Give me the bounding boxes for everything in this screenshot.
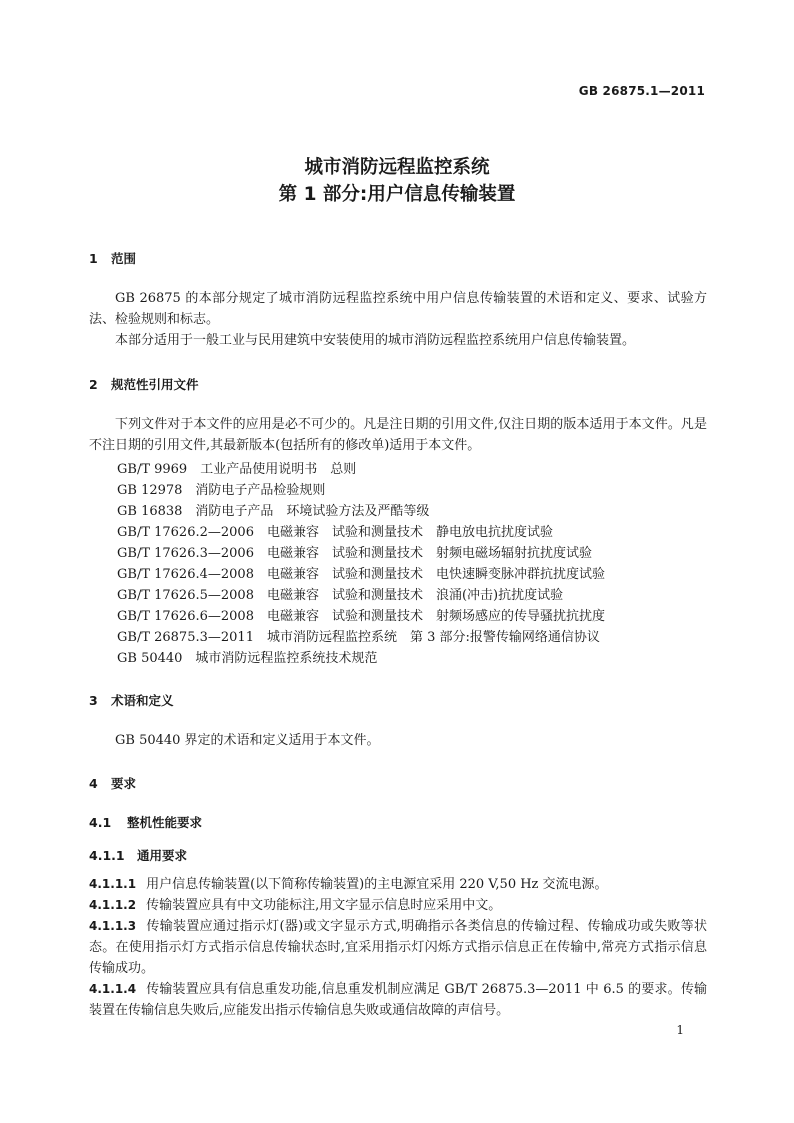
- clause-text: 用户信息传输装置(以下简称传输装置)的主电源宜采用 220 V,50 Hz 交流电源。: [146, 877, 608, 892]
- clause-text: 传输装置应具有中文功能标注,用文字显示信息时应采用中文。: [146, 898, 502, 913]
- section-1-paragraph-1: GB 26875 的本部分规定了城市消防远程监控系统中用户信息传输装置的术语和定义、要求、试验方法、检验规则和标志。: [89, 291, 707, 327]
- section-4-heading: [89, 774, 136, 792]
- reference-item: GB/T 17626.5—2008 电磁兼容 试验和测量技术 浪涌(冲击)抗扰度试验: [117, 588, 564, 603]
- section-title: 通用要求: [137, 848, 188, 863]
- section-title: 规范性引用文件: [111, 377, 199, 392]
- reference-item: GB 16838 消防电子产品 环境试验方法及严酷等级: [117, 504, 430, 519]
- clause-4-1-1-4: [89, 979, 707, 1021]
- section-number: 4.1: [89, 815, 112, 830]
- clause-number: 4.1.1.4: [89, 982, 137, 996]
- section-3-paragraph: GB 50440 界定的术语和定义适用于本文件。: [115, 733, 380, 748]
- section-title: 范围: [111, 251, 137, 266]
- section-4-1-1-heading: [89, 846, 187, 864]
- clause-4-1-1-1: [89, 874, 707, 895]
- clause-4-1-1-3: [89, 916, 707, 979]
- section-1-heading: [89, 249, 136, 267]
- clause-text: 传输装置应通过指示灯(器)或文字显示方式,明确指示各类信息的传输过程、传输成功或失败等状态。在使用指示灯方式指示信息传输状态时,宜采用指示灯闪烁方式指示信息正在传输中,常亮方式指示信息传输成功。: [89, 919, 707, 976]
- clause-4-1-1-2: [89, 895, 707, 916]
- reference-item: GB/T 17626.6—2008 电磁兼容 试验和测量技术 射频场感应的传导骚扰抗扰度: [117, 609, 605, 624]
- section-number: 4.1.1: [89, 848, 125, 863]
- section-4-1-heading: [89, 813, 202, 831]
- reference-item: GB/T 17626.2—2006 电磁兼容 试验和测量技术 静电放电抗扰度试验: [117, 525, 553, 540]
- reference-item: GB/T 17626.3—2006 电磁兼容 试验和测量技术 射频电磁场辐射抗扰度试验: [117, 546, 592, 561]
- document-title: 城市消防远程监控系统: [304, 157, 490, 178]
- reference-item: GB 50440 城市消防远程监控系统技术规范: [117, 651, 378, 666]
- standard-number: GB 26875.1—2011: [578, 84, 705, 98]
- reference-item: GB/T 9969 工业产品使用说明书 总则: [117, 462, 357, 477]
- section-title: 整机性能要求: [127, 815, 203, 830]
- section-1-paragraph-2: 本部分适用于一般工业与民用建筑中安装使用的城市消防远程监控系统用户信息传输装置。: [115, 333, 636, 348]
- section-2-heading: [89, 375, 199, 393]
- section-title: 要求: [111, 776, 137, 791]
- section-number: 3: [89, 693, 98, 708]
- section-number: 2: [89, 377, 98, 392]
- section-2-intro: 下列文件对于本文件的应用是必不可少的。凡是注日期的引用文件,仅注日期的版本适用于本文件。凡是不注日期的引用文件,其最新版本(包括所有的修改单)适用于本文件。: [89, 417, 707, 453]
- section-number: 4: [89, 776, 98, 791]
- reference-item: GB/T 17626.4—2008 电磁兼容 试验和测量技术 电快速瞬变脉冲群抗扰度试验: [117, 567, 605, 582]
- page-number: 1: [676, 1023, 684, 1037]
- reference-item: GB/T 26875.3—2011 城市消防远程监控系统 第 3 部分:报警传输网络通信协议: [117, 630, 600, 645]
- reference-item: GB 12978 消防电子产品检验规则: [117, 483, 326, 498]
- clause-text: 传输装置应具有信息重发功能,信息重发机制应满足 GB/T 26875.3—2011 中 6.5 的要求。传输装置在传输信息失败后,应能发出指示传输信息失败或通信故障的声信号。: [89, 982, 707, 1018]
- section-3-heading: [89, 691, 174, 709]
- document-subtitle: 第 1 部分:用户信息传输装置: [278, 184, 516, 205]
- section-title: 术语和定义: [111, 693, 174, 708]
- section-number: 1: [89, 251, 98, 266]
- clause-number: 4.1.1.2: [89, 898, 137, 912]
- clause-number: 4.1.1.3: [89, 919, 137, 933]
- clause-number: 4.1.1.1: [89, 877, 137, 891]
